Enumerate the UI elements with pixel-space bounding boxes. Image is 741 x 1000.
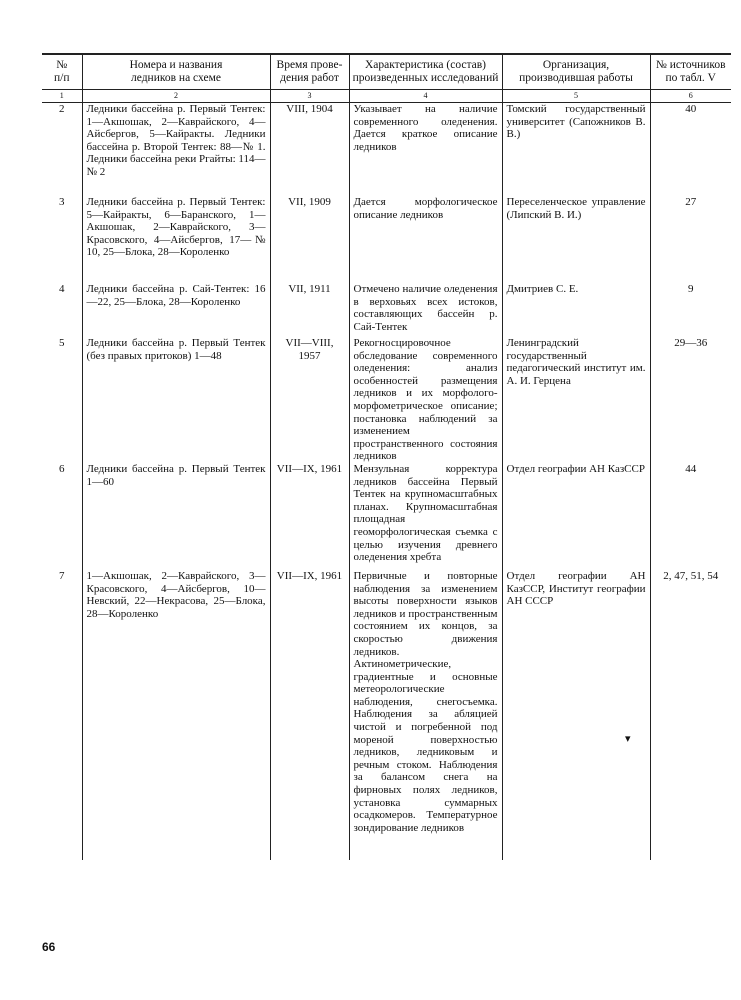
column-number: 5: [502, 90, 650, 103]
organization: Отдел географии АН КазССР, Институт географии АН СССР: [502, 570, 650, 860]
column-number: 4: [349, 90, 502, 103]
source-numbers: 40: [650, 103, 731, 197]
glacier-names: Ледники бассейна р. Первый Тентек: 5—Кайракты, 6—Баранского, 1—Акшошак, 2—Каврайского, 3—Красовского, 4—Айсбергов, 17—№ 10, 25—Блока, 28—Короленко: [82, 196, 270, 283]
source-numbers: 9: [650, 283, 731, 337]
row-number: 3: [59, 196, 65, 208]
organization: Дмитриев С. Е.: [502, 283, 650, 337]
work-time: VII—VIII, 1957: [270, 337, 349, 463]
organization: Ленинградский государственный педагогический институт им. А. И. Герцена: [502, 337, 650, 463]
research-characteristics: Указывает на наличие современного оледенения. Дается краткое описание ледников: [349, 103, 502, 197]
row-number: 4: [59, 283, 65, 295]
glacier-names: Ледники бассейна р. Первый Тентек: 1—Акшошак, 2—Каврайского, 4—Айсбергов, 5—Кайракты. Ледники бассейна р. Второй Тентек: 88—№ 1. Ледники бассейна реки Ргайты: 114—№ 2: [82, 103, 270, 197]
source-numbers: 29—36: [650, 337, 731, 463]
glacier-names: 1—Акшошак, 2—Каврайского, 3—Красовского, 4—Айсбергов, 10—Невский, 22—Некрасова, 25—Блока, 28—Короленко: [82, 570, 270, 860]
work-time: VII, 1909: [270, 196, 349, 283]
work-time: VII, 1911: [270, 283, 349, 337]
header-number: № п/п: [42, 54, 82, 90]
row-number: 6: [59, 462, 65, 475]
column-number-row: [42, 90, 731, 103]
page-number: 66: [42, 940, 56, 954]
header-sources: № источников по табл. V: [650, 54, 731, 90]
source-numbers: 27: [650, 196, 731, 283]
glacier-names: Ледники бассейна р. Первый Тентек 1—60: [82, 463, 270, 570]
organization: Томский государственный университет (Сапожников В. В.): [502, 103, 650, 197]
table-row: [42, 283, 731, 337]
column-number: 3: [270, 90, 349, 103]
organization: Отдел географии АН КазССР: [502, 463, 650, 570]
stray-mark: ▾: [625, 733, 631, 745]
header-characteristics: Характеристика (состав) произведенных исследований: [349, 54, 502, 90]
table-row: [42, 463, 731, 570]
header-organization: Организация, производившая работы: [502, 54, 650, 90]
research-characteristics: Мензульная корректура ледников бассейна Первый Тентек на крупномасштабных планах. Крупномасштабная площадная геоморфологическая съемка с целью изучения древнего оледенения хребта: [349, 463, 502, 570]
research-characteristics: Дается морфологическое описание ледников: [349, 196, 502, 283]
glacier-names: Ледники бассейна р. Первый Тентек (без правых притоков) 1—48: [82, 337, 270, 463]
table-row: [42, 103, 731, 197]
column-number: 1: [42, 90, 82, 103]
table-header-row: [42, 54, 731, 90]
organization: Переселенческое управление (Липский В. И.): [502, 196, 650, 283]
source-numbers: 44: [650, 463, 731, 570]
header-time: Время прове- дения работ: [270, 54, 349, 90]
column-number: 6: [650, 90, 731, 103]
table-row: [42, 570, 731, 860]
source-numbers: 2, 47, 51, 54: [650, 570, 731, 860]
table-row: [42, 337, 731, 463]
table-row: [42, 196, 731, 283]
row-number: 7: [59, 569, 65, 582]
research-characteristics: Отмечено наличие оледенения в верховьях всех истоков, составляющих бассейн р. Сай-Тентек: [349, 283, 502, 337]
research-characteristics: Рекогносцировочное обследование современного оледенения: анализ особенностей размещения ледников и их морфолого-морфометрическое описание; постановка наблюдений за изменением пространственного состояния ледников: [349, 337, 502, 463]
work-time: VIII, 1904: [270, 103, 349, 197]
work-time: VII—IX, 1961: [270, 463, 349, 570]
work-time: VII—IX, 1961: [270, 570, 349, 860]
research-characteristics: Первичные и повторные наблюдения за изменением высоты поверхности языков ледников и пространственным состоянием их концов, за скоростью движения ледников. Актинометрические, градиентные и основные метеорологические наблюдения, снегосъемка. Наблюдения за абляцией чистой и погребенной под мореной поверхностью ледников, ледниковым и речным стоком. Наблюдения за балансом снега на фирновых полях ледников, установка суммарных осадкомеров. Температурное зондирование ледников: [349, 570, 502, 860]
row-number: 5: [59, 337, 65, 349]
glacier-names: Ледники бассейна р. Сай-Тентек: 16—22, 25—Блока, 28—Короленко: [82, 283, 270, 337]
header-glaciers: Номера и названия ледников на схеме: [82, 54, 270, 90]
row-number: 2: [59, 103, 65, 115]
column-number: 2: [82, 90, 270, 103]
